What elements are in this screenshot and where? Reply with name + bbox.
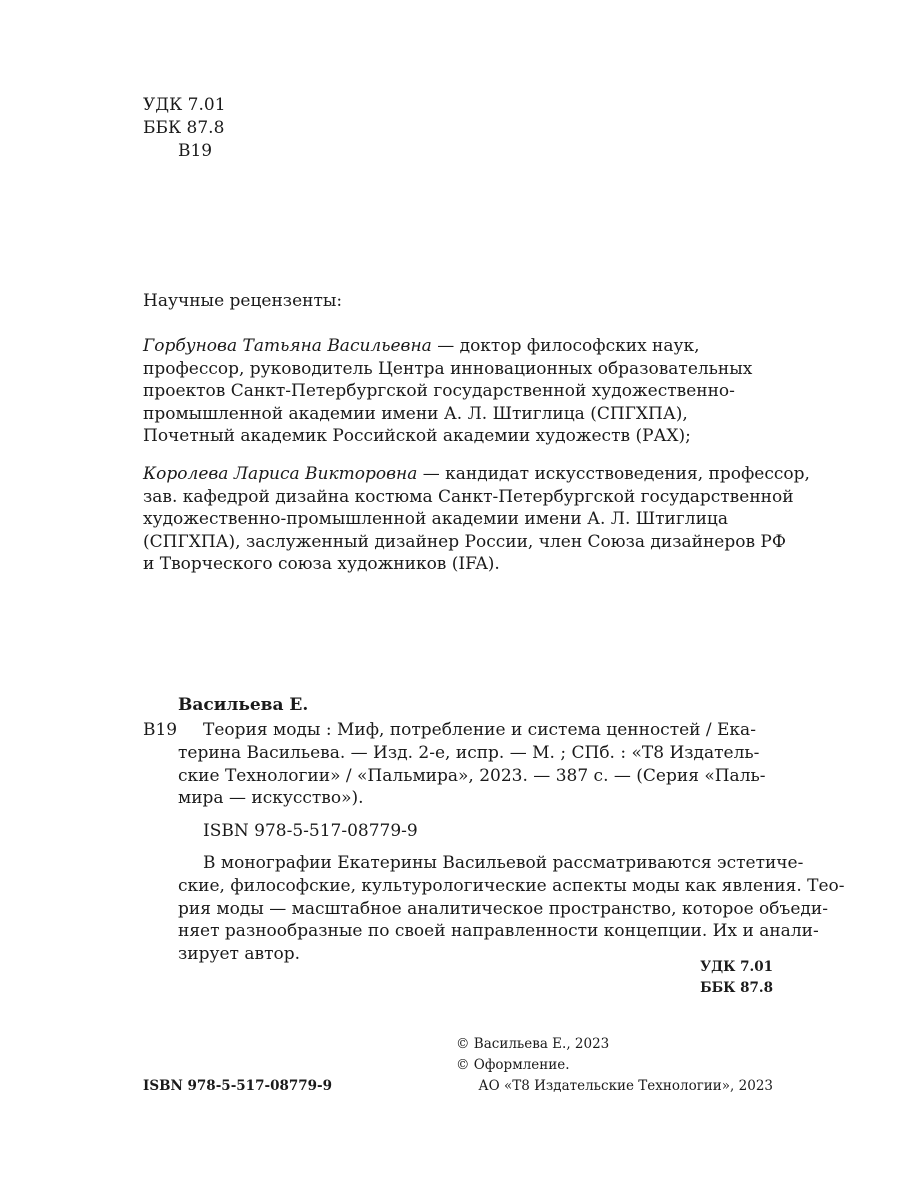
copyright-line-2: © Оформление. (456, 1057, 570, 1073)
udk-code-top: УДК 7.01 (143, 95, 226, 115)
annotation-line-3: рия моды — масштабное аналитическое пространство, которое объеди- (178, 898, 828, 919)
bib-bbk: ББК 87.8 (700, 980, 773, 996)
annotation-line-1: В монографии Екатерины Васильевой рассматриваются эстетиче- (203, 853, 804, 873)
annotation-first (203, 852, 804, 875)
bib-description-line-1: Теория моды : Миф, потребление и система ценностей / Ека- (203, 720, 756, 740)
reviewer-2-line-1: Королева Лариса Викторовна — кандидат искусствоведения, профессор, (143, 464, 810, 484)
reviewer-2-line-2: зав. кафедрой дизайна костюма Санкт-Петербургской государственной (143, 486, 794, 507)
annotation-line-5: зирует автор. (178, 943, 300, 964)
bbk-code-top: ББК 87.8 (143, 118, 225, 138)
copyright-line-3: АО «Т8 Издательские Технологии», 2023 (478, 1078, 773, 1094)
reviewer-1-line-1: Горбунова Татьяна Васильевна — доктор философских наук, (143, 336, 700, 356)
reviewer-2-line-3: художественно-промышленной академии имени А. Л. Штиглица (143, 509, 728, 529)
annotation-line-4: няет разнообразные по своей направленности концепции. Их и анали- (178, 921, 819, 941)
bib-description-line-4: мира — искусство»). (178, 788, 364, 808)
author-mark-top: В19 (178, 141, 213, 161)
footer-isbn: ISBN 978-5-517-08779-9 (143, 1078, 333, 1094)
reviewer-2-name: Королева Лариса Викторовна (143, 464, 418, 484)
bib-isbn: ISBN 978-5-517-08779-9 (203, 821, 418, 841)
reviewer-1-line-3: проектов Санкт-Петербургской государственной художественно- (143, 381, 735, 401)
bib-description (203, 719, 773, 742)
reviewer-1-name: Горбунова Татьяна Васильевна (143, 336, 432, 356)
reviewer-2-line-5: и Творческого союза художников (IFA). (143, 554, 500, 574)
annotation-line-2: ские, философские, культурологические аспекты моды как явления. Тео- (178, 876, 845, 896)
reviewer-1-line-5: Почетный академик Российской академии художеств (РАХ); (143, 426, 691, 446)
bib-udk: УДК 7.01 (700, 959, 773, 975)
bib-mark: В19 (143, 720, 178, 740)
annotation-cont (178, 875, 845, 965)
reviewer-2-line-4: (СПГХПА), заслуженный дизайнер России, член Союза дизайнеров РФ (143, 531, 786, 552)
bib-author: Васильева Е. (178, 695, 309, 715)
reviewer-1-line-2: профессор, руководитель Центра инновационных образовательных (143, 358, 753, 379)
copyright-line-1: © Васильева Е., 2023 (456, 1036, 610, 1052)
reviewer-1-block (143, 335, 783, 448)
reviewer-2-block (143, 463, 810, 576)
bib-description-line-2: терина Васильева. — Изд. 2-е, испр. — М. ; СПб. : «Т8 Издатель- (178, 743, 760, 763)
reviewers-heading: Научные рецензенты: (143, 291, 343, 311)
bib-description-cont (178, 742, 773, 810)
bib-description-line-3: ские Технологии» / «Пальмира», 2023. — 387 с. — (Серия «Паль- (178, 765, 766, 786)
reviewer-1-line-4: промышленной академии имени А. Л. Штиглица (СПГХПА), (143, 403, 688, 424)
